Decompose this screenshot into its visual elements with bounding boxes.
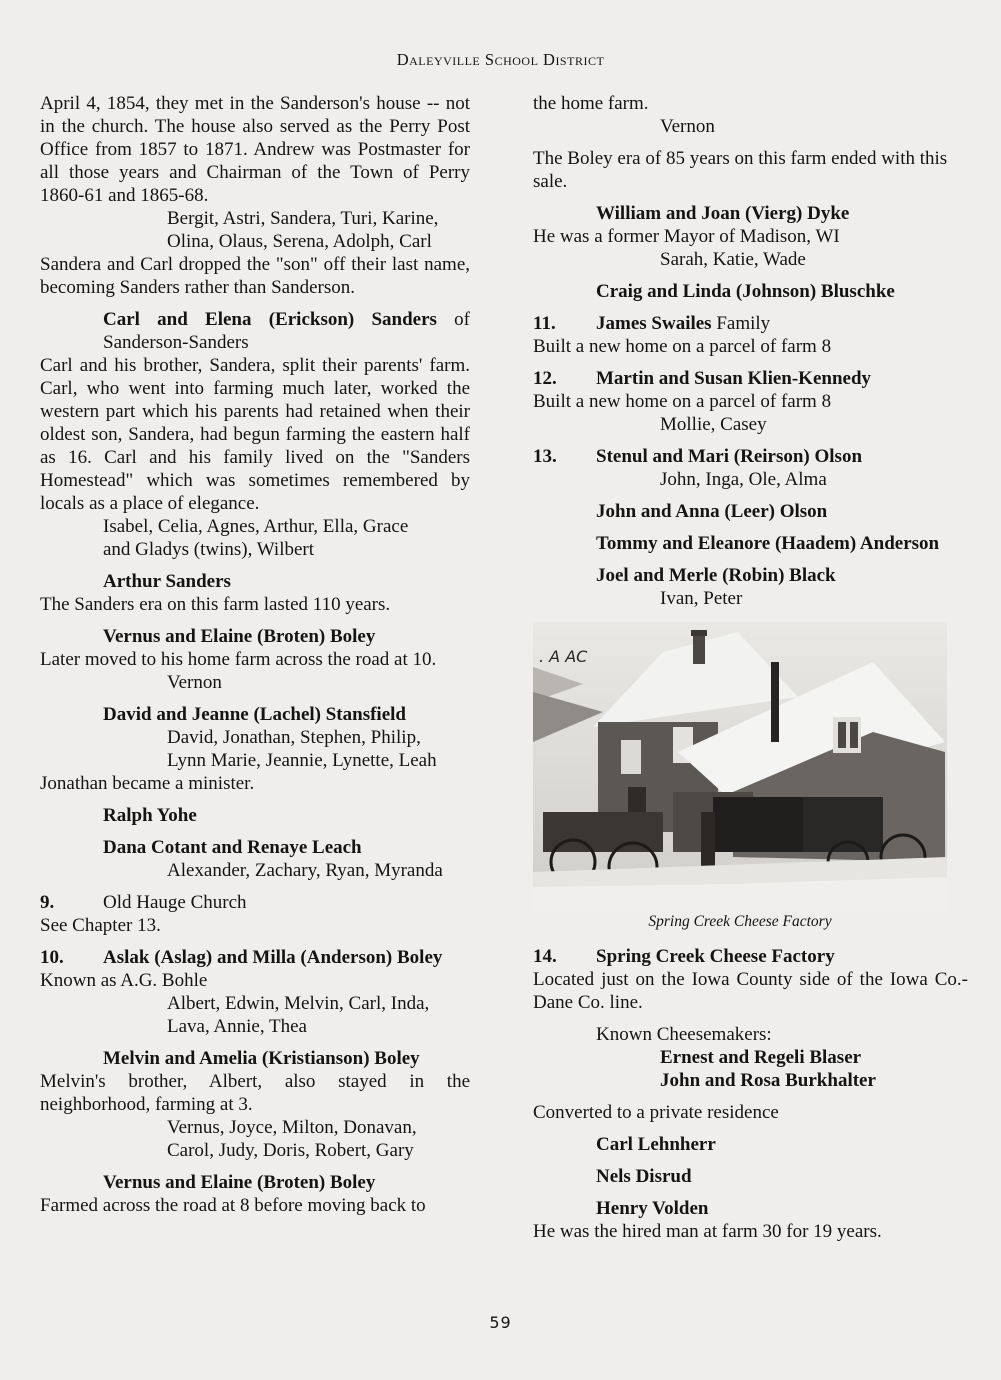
farm-number: 13.: [533, 446, 557, 467]
cheesemaker: Ernest and Regeli Blaser: [660, 1047, 862, 1068]
family-heading: John and Anna (Leer) Olson: [596, 501, 828, 522]
farm-title: James Swailes: [596, 313, 712, 334]
farm-title: Spring Creek Cheese Factory: [596, 946, 835, 967]
photo-handwritten-mark: . A AC: [539, 647, 588, 666]
family-heading: David and Jeanne (Lachel) Stansfield: [103, 704, 406, 725]
farm-entry: [533, 445, 968, 468]
farm-number: 11.: [533, 313, 556, 334]
family-heading: Ralph Yohe: [103, 805, 197, 826]
paragraph: Jonathan became a minister.: [40, 773, 255, 794]
farm-title: Stenul and Mari (Reirson) Olson: [596, 446, 863, 467]
family-suffix: of Sanderson-Sanders: [103, 309, 471, 353]
running-header: Daleyville School District: [396, 50, 605, 69]
page-number: 59: [489, 1313, 512, 1332]
paragraph: The Sanders era on this farm lasted 110 years.: [40, 594, 391, 615]
family-heading: Nels Disrud: [596, 1166, 692, 1187]
family-heading: Arthur Sanders: [103, 571, 231, 592]
children-list: Carol, Judy, Doris, Robert, Gary: [167, 1140, 414, 1161]
paragraph: Sandera and Carl dropped the "son" off their last name, becoming Sanders rather than Sanderson.: [40, 254, 470, 298]
farm-title-suffix: Family: [711, 313, 771, 334]
family-heading: Dana Cotant and Renaye Leach: [103, 837, 362, 858]
children-list: Lynn Marie, Jeannie, Lynette, Leah: [167, 750, 437, 771]
cheesemakers-label: Known Cheesemakers:: [596, 1024, 772, 1045]
paragraph: He was the hired man at farm 30 for 19 years.: [533, 1221, 882, 1242]
children-list: and Gladys (twins), Wilbert: [103, 539, 315, 560]
paragraph: He was a former Mayor of Madison, WI: [533, 226, 840, 247]
family-heading: Carl Lehnherr: [596, 1134, 716, 1155]
children-list: John, Inga, Ole, Alma: [660, 469, 827, 490]
paragraph: Later moved to his home farm across the road at 10.: [40, 649, 437, 670]
farm-entry: [533, 312, 968, 335]
children-list: Vernon: [167, 672, 222, 693]
right-column: [533, 92, 968, 610]
farm-entry: [533, 367, 968, 390]
left-column: [40, 92, 470, 1217]
children-list: Ivan, Peter: [660, 588, 743, 609]
paragraph: See Chapter 13.: [40, 915, 161, 936]
farm-title: Old Hauge Church: [103, 892, 247, 913]
children-list: Lava, Annie, Thea: [167, 1016, 307, 1037]
farm-entry: [533, 945, 968, 968]
paragraph: April 4, 1854, they met in the Sanderson's house -- not in the church. The house also served as the Perry Post Office from 1857 to 1871. Andrew was Postmaster for all those years and Chairman of the Town of Perry 1860-61 and 1865-68.: [40, 93, 470, 206]
paragraph: Farmed across the road at 8 before moving back to: [40, 1195, 426, 1216]
paragraph: Carl and his brother, Sandera, split their parents' farm. Carl, who went into farming much later, worked the western part which his parents had retained when their oldest son, Sandera, had begun farming the eastern half as 16. Carl and his family lived on the "Sanders Homestead" which was sometimes remembered by locals as a place of elegance.: [40, 355, 470, 514]
farm-number: 14.: [533, 946, 557, 967]
cheese-factory-photo: [533, 622, 947, 912]
paragraph: the home farm.: [533, 93, 649, 114]
cheesemaker: John and Rosa Burkhalter: [660, 1070, 876, 1091]
children-list: Sarah, Katie, Wade: [660, 249, 806, 270]
children-list: Olina, Olaus, Serena, Adolph, Carl: [167, 231, 432, 252]
family-heading: Melvin and Amelia (Kristianson) Boley: [103, 1048, 420, 1069]
children-list: Bergit, Astri, Sandera, Turi, Karine,: [167, 208, 439, 229]
children-list: Albert, Edwin, Melvin, Carl, Inda,: [167, 993, 430, 1014]
family-name: Carl and Elena (Erickson) Sanders: [103, 309, 437, 330]
photo-caption: Spring Creek Cheese Factory: [648, 913, 832, 930]
family-heading: Henry Volden: [596, 1198, 709, 1219]
farm-title: Martin and Susan Klien-Kennedy: [596, 368, 872, 389]
paragraph: Converted to a private residence: [533, 1102, 779, 1123]
family-heading: [40, 308, 470, 354]
paragraph: The Boley era of 85 years on this farm ended with this sale.: [533, 148, 948, 192]
children-list: Alexander, Zachary, Ryan, Myranda: [167, 860, 443, 881]
family-heading: Vernus and Elaine (Broten) Boley: [103, 626, 376, 647]
paragraph: Known as A.G. Bohle: [40, 970, 208, 991]
family-heading: Craig and Linda (Johnson) Bluschke: [596, 281, 895, 302]
family-heading: William and Joan (Vierg) Dyke: [596, 203, 850, 224]
family-heading: Tommy and Eleanore (Haadem) Anderson: [596, 533, 940, 554]
farm-number: 9.: [40, 892, 55, 913]
paragraph: Built a new home on a parcel of farm 8: [533, 391, 832, 412]
paragraph: Located just on the Iowa County side of the Iowa Co.-Dane Co. line.: [533, 969, 968, 1013]
right-column-lower: [533, 945, 968, 1243]
children-list: Vernon: [660, 116, 715, 137]
paragraph: Melvin's brother, Albert, also stayed in the neighborhood, farming at 3.: [40, 1071, 470, 1115]
children-list: David, Jonathan, Stephen, Philip,: [167, 727, 421, 748]
farm-title: Aslak (Aslag) and Milla (Anderson) Boley: [103, 947, 443, 968]
children-list: Mollie, Casey: [660, 414, 767, 435]
farm-number: 10.: [40, 947, 64, 968]
children-list: Vernus, Joyce, Milton, Donavan,: [167, 1117, 417, 1138]
farm-entry: [40, 891, 470, 914]
children-list: Isabel, Celia, Agnes, Arthur, Ella, Grace: [103, 516, 409, 537]
farm-entry: [40, 946, 470, 969]
family-heading: Joel and Merle (Robin) Black: [596, 565, 836, 586]
paragraph: Built a new home on a parcel of farm 8: [533, 336, 832, 357]
family-heading: Vernus and Elaine (Broten) Boley: [103, 1172, 376, 1193]
farm-number: 12.: [533, 368, 557, 389]
